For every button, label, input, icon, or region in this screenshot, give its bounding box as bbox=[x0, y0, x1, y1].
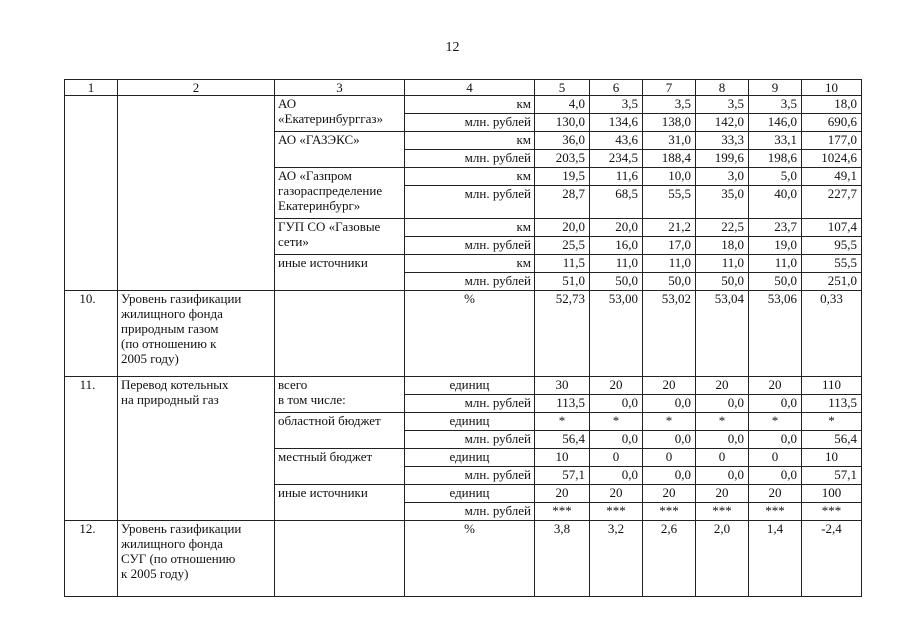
value-cell: 0 bbox=[696, 449, 749, 467]
value-cell: 134,6 bbox=[590, 114, 643, 132]
value-cell: 53,06 bbox=[749, 291, 802, 377]
value-cell: 57,1 bbox=[535, 467, 590, 485]
row-number: 12. bbox=[65, 521, 118, 597]
source-name: иные источники bbox=[275, 255, 405, 291]
value-cell: 3,5 bbox=[643, 96, 696, 114]
value-cell: 0 bbox=[643, 449, 696, 467]
value-cell: 100 bbox=[802, 485, 862, 503]
value-cell: 0,0 bbox=[643, 467, 696, 485]
unit-cell: млн. рублей bbox=[405, 237, 535, 255]
value-cell: 4,0 bbox=[535, 96, 590, 114]
value-cell: 113,5 bbox=[535, 395, 590, 413]
value-cell: 199,6 bbox=[696, 150, 749, 168]
value-cell: 53,04 bbox=[696, 291, 749, 377]
value-cell: 20 bbox=[696, 377, 749, 395]
source-line: Екатеринбург» bbox=[278, 198, 361, 213]
value-cell: 3,0 bbox=[696, 168, 749, 186]
row-name-line: Уровень газификации bbox=[121, 521, 242, 536]
value-cell: 17,0 bbox=[643, 237, 696, 255]
unit-cell: км bbox=[405, 255, 535, 273]
value-cell: 0,0 bbox=[590, 395, 643, 413]
header-cell: 2 bbox=[118, 80, 275, 96]
cell-empty bbox=[118, 96, 275, 291]
table-row bbox=[65, 291, 862, 377]
value-cell: 234,5 bbox=[590, 150, 643, 168]
value-cell: 0,0 bbox=[696, 431, 749, 449]
source-line: в том числе: bbox=[278, 392, 346, 407]
value-cell: 0,0 bbox=[590, 467, 643, 485]
value-cell: 20 bbox=[749, 377, 802, 395]
value-cell: 20 bbox=[643, 377, 696, 395]
value-cell: 11,0 bbox=[643, 255, 696, 273]
value-cell: 0 bbox=[590, 449, 643, 467]
value-cell: 53,00 bbox=[590, 291, 643, 377]
value-cell: 110 bbox=[802, 377, 862, 395]
unit-cell: млн. рублей bbox=[405, 467, 535, 485]
value-cell: 43,6 bbox=[590, 132, 643, 150]
unit-cell: км bbox=[405, 219, 535, 237]
header-cell: 10 bbox=[802, 80, 862, 96]
value-cell: 0,0 bbox=[749, 467, 802, 485]
value-cell: 50,0 bbox=[643, 273, 696, 291]
row-name-line: к 2005 году) bbox=[121, 566, 189, 581]
value-cell: 0,0 bbox=[643, 395, 696, 413]
value-cell: 36,0 bbox=[535, 132, 590, 150]
value-cell: * bbox=[749, 413, 802, 431]
value-cell: 2,6 bbox=[643, 521, 696, 597]
value-cell: 20 bbox=[535, 485, 590, 503]
unit-cell: млн. рублей bbox=[405, 431, 535, 449]
header-cell: 5 bbox=[535, 80, 590, 96]
value-cell: * bbox=[696, 413, 749, 431]
value-cell: 142,0 bbox=[696, 114, 749, 132]
data-table bbox=[64, 79, 862, 597]
value-cell: *** bbox=[696, 503, 749, 521]
source-line: АО bbox=[278, 96, 297, 111]
source-line: газораспределение bbox=[278, 183, 383, 198]
header-row bbox=[65, 80, 862, 96]
value-cell: 1024,6 bbox=[802, 150, 862, 168]
value-cell: 1,4 bbox=[749, 521, 802, 597]
value-cell: 35,0 bbox=[696, 186, 749, 219]
table-row bbox=[65, 521, 862, 597]
value-cell: 20 bbox=[749, 485, 802, 503]
value-cell: 23,7 bbox=[749, 219, 802, 237]
value-cell: 0,0 bbox=[749, 431, 802, 449]
value-cell: -2,4 bbox=[802, 521, 862, 597]
unit-cell: км bbox=[405, 168, 535, 186]
unit-cell: единиц bbox=[405, 413, 535, 431]
value-cell: 68,5 bbox=[590, 186, 643, 219]
header-cell: 1 bbox=[65, 80, 118, 96]
value-cell: 18,0 bbox=[802, 96, 862, 114]
source-name bbox=[275, 377, 405, 413]
value-cell: 138,0 bbox=[643, 114, 696, 132]
row-name bbox=[118, 291, 275, 377]
value-cell: 56,4 bbox=[535, 431, 590, 449]
value-cell: 30 bbox=[535, 377, 590, 395]
value-cell: 25,5 bbox=[535, 237, 590, 255]
value-cell: 20 bbox=[590, 485, 643, 503]
value-cell: 107,4 bbox=[802, 219, 862, 237]
value-cell: 28,7 bbox=[535, 186, 590, 219]
value-cell: 0,0 bbox=[696, 467, 749, 485]
row-name-line: Перевод котельных bbox=[121, 377, 229, 392]
value-cell: 113,5 bbox=[802, 395, 862, 413]
value-cell: 690,6 bbox=[802, 114, 862, 132]
value-cell: *** bbox=[590, 503, 643, 521]
unit-cell: единиц bbox=[405, 377, 535, 395]
header-cell: 6 bbox=[590, 80, 643, 96]
value-cell: 2,0 bbox=[696, 521, 749, 597]
unit-cell: млн. рублей bbox=[405, 503, 535, 521]
value-cell: *** bbox=[643, 503, 696, 521]
value-cell: 49,1 bbox=[802, 168, 862, 186]
header-cell: 4 bbox=[405, 80, 535, 96]
row-name bbox=[118, 521, 275, 597]
value-cell: 0,0 bbox=[749, 395, 802, 413]
value-cell: 5,0 bbox=[749, 168, 802, 186]
row-name-line: СУГ (по отношению bbox=[121, 551, 236, 566]
value-cell: 53,02 bbox=[643, 291, 696, 377]
value-cell: 55,5 bbox=[802, 255, 862, 273]
value-cell: 40,0 bbox=[749, 186, 802, 219]
value-cell: 198,6 bbox=[749, 150, 802, 168]
value-cell: 50,0 bbox=[590, 273, 643, 291]
value-cell: 20,0 bbox=[590, 219, 643, 237]
value-cell: 10 bbox=[535, 449, 590, 467]
unit-cell: млн. рублей bbox=[405, 114, 535, 132]
unit-cell: % bbox=[405, 521, 535, 597]
source-line: АО «Газпром bbox=[278, 168, 352, 183]
value-cell: 20 bbox=[643, 485, 696, 503]
value-cell: 11,0 bbox=[749, 255, 802, 273]
value-cell: 251,0 bbox=[802, 273, 862, 291]
value-cell: *** bbox=[802, 503, 862, 521]
unit-cell: единиц bbox=[405, 449, 535, 467]
unit-cell: км bbox=[405, 132, 535, 150]
value-cell: 50,0 bbox=[696, 273, 749, 291]
value-cell: 0,0 bbox=[643, 431, 696, 449]
value-cell: * bbox=[535, 413, 590, 431]
value-cell: 55,5 bbox=[643, 186, 696, 219]
value-cell: 3,5 bbox=[749, 96, 802, 114]
value-cell: 3,2 bbox=[590, 521, 643, 597]
row-name-line: жилищного фонда bbox=[121, 306, 223, 321]
value-cell: *** bbox=[535, 503, 590, 521]
row-number: 11. bbox=[65, 377, 118, 521]
value-cell: 33,1 bbox=[749, 132, 802, 150]
value-cell: 20 bbox=[590, 377, 643, 395]
value-cell: 31,0 bbox=[643, 132, 696, 150]
unit-cell: млн. рублей bbox=[405, 395, 535, 413]
value-cell: * bbox=[643, 413, 696, 431]
source-line: сети» bbox=[278, 234, 309, 249]
table-row bbox=[65, 377, 862, 395]
value-cell: 95,5 bbox=[802, 237, 862, 255]
value-cell: 203,5 bbox=[535, 150, 590, 168]
value-cell: 3,5 bbox=[696, 96, 749, 114]
source-name bbox=[275, 219, 405, 255]
cell-empty bbox=[65, 96, 118, 291]
cell-empty bbox=[275, 291, 405, 377]
source-name: АО «ГАЗЭКС» bbox=[275, 132, 405, 168]
cell-empty bbox=[275, 521, 405, 597]
value-cell: 11,6 bbox=[590, 168, 643, 186]
value-cell: 11,0 bbox=[696, 255, 749, 273]
source-line: «Екатеринбурггаз» bbox=[278, 111, 384, 126]
value-cell: 19,5 bbox=[535, 168, 590, 186]
value-cell: * bbox=[802, 413, 862, 431]
unit-cell: млн. рублей bbox=[405, 150, 535, 168]
source-name: иные источники bbox=[275, 485, 405, 521]
unit-cell: млн. рублей bbox=[405, 186, 535, 219]
unit-cell: единиц bbox=[405, 485, 535, 503]
source-name: местный бюджет bbox=[275, 449, 405, 485]
unit-cell: км bbox=[405, 96, 535, 114]
value-cell: 227,7 bbox=[802, 186, 862, 219]
value-cell: 52,73 bbox=[535, 291, 590, 377]
source-name bbox=[275, 96, 405, 132]
value-cell: 51,0 bbox=[535, 273, 590, 291]
row-name-line: Уровень газификации bbox=[121, 291, 242, 306]
value-cell: 177,0 bbox=[802, 132, 862, 150]
value-cell: *** bbox=[749, 503, 802, 521]
row-name-line: 2005 году) bbox=[121, 351, 179, 366]
value-cell: 3,8 bbox=[535, 521, 590, 597]
source-name: областной бюджет bbox=[275, 413, 405, 449]
value-cell: 50,0 bbox=[749, 273, 802, 291]
value-cell: 11,5 bbox=[535, 255, 590, 273]
table-row bbox=[65, 96, 862, 114]
row-name-line: (по отношению к bbox=[121, 336, 217, 351]
value-cell: 0,0 bbox=[696, 395, 749, 413]
unit-cell: % bbox=[405, 291, 535, 377]
value-cell: 146,0 bbox=[749, 114, 802, 132]
value-cell: 56,4 bbox=[802, 431, 862, 449]
value-cell: 22,5 bbox=[696, 219, 749, 237]
source-name bbox=[275, 168, 405, 219]
row-name-line: природным газом bbox=[121, 321, 219, 336]
value-cell: 19,0 bbox=[749, 237, 802, 255]
source-line: ГУП СО «Газовые bbox=[278, 219, 381, 234]
value-cell: 10,0 bbox=[643, 168, 696, 186]
header-cell: 7 bbox=[643, 80, 696, 96]
page-number: 12 bbox=[445, 40, 460, 55]
value-cell: 0,33 bbox=[802, 291, 862, 377]
unit-cell: млн. рублей bbox=[405, 273, 535, 291]
value-cell: 188,4 bbox=[643, 150, 696, 168]
value-cell: * bbox=[590, 413, 643, 431]
row-name-line: на природный газ bbox=[121, 392, 219, 407]
header-cell: 3 bbox=[275, 80, 405, 96]
value-cell: 57,1 bbox=[802, 467, 862, 485]
value-cell: 10 bbox=[802, 449, 862, 467]
row-name-line: жилищного фонда bbox=[121, 536, 223, 551]
value-cell: 0,0 bbox=[590, 431, 643, 449]
header-cell: 8 bbox=[696, 80, 749, 96]
value-cell: 20 bbox=[696, 485, 749, 503]
value-cell: 3,5 bbox=[590, 96, 643, 114]
row-name bbox=[118, 377, 275, 521]
value-cell: 11,0 bbox=[590, 255, 643, 273]
value-cell: 18,0 bbox=[696, 237, 749, 255]
value-cell: 0 bbox=[749, 449, 802, 467]
header-cell: 9 bbox=[749, 80, 802, 96]
value-cell: 33,3 bbox=[696, 132, 749, 150]
row-number: 10. bbox=[65, 291, 118, 377]
value-cell: 20,0 bbox=[535, 219, 590, 237]
source-line: всего bbox=[278, 377, 308, 392]
value-cell: 21,2 bbox=[643, 219, 696, 237]
value-cell: 16,0 bbox=[590, 237, 643, 255]
value-cell: 130,0 bbox=[535, 114, 590, 132]
